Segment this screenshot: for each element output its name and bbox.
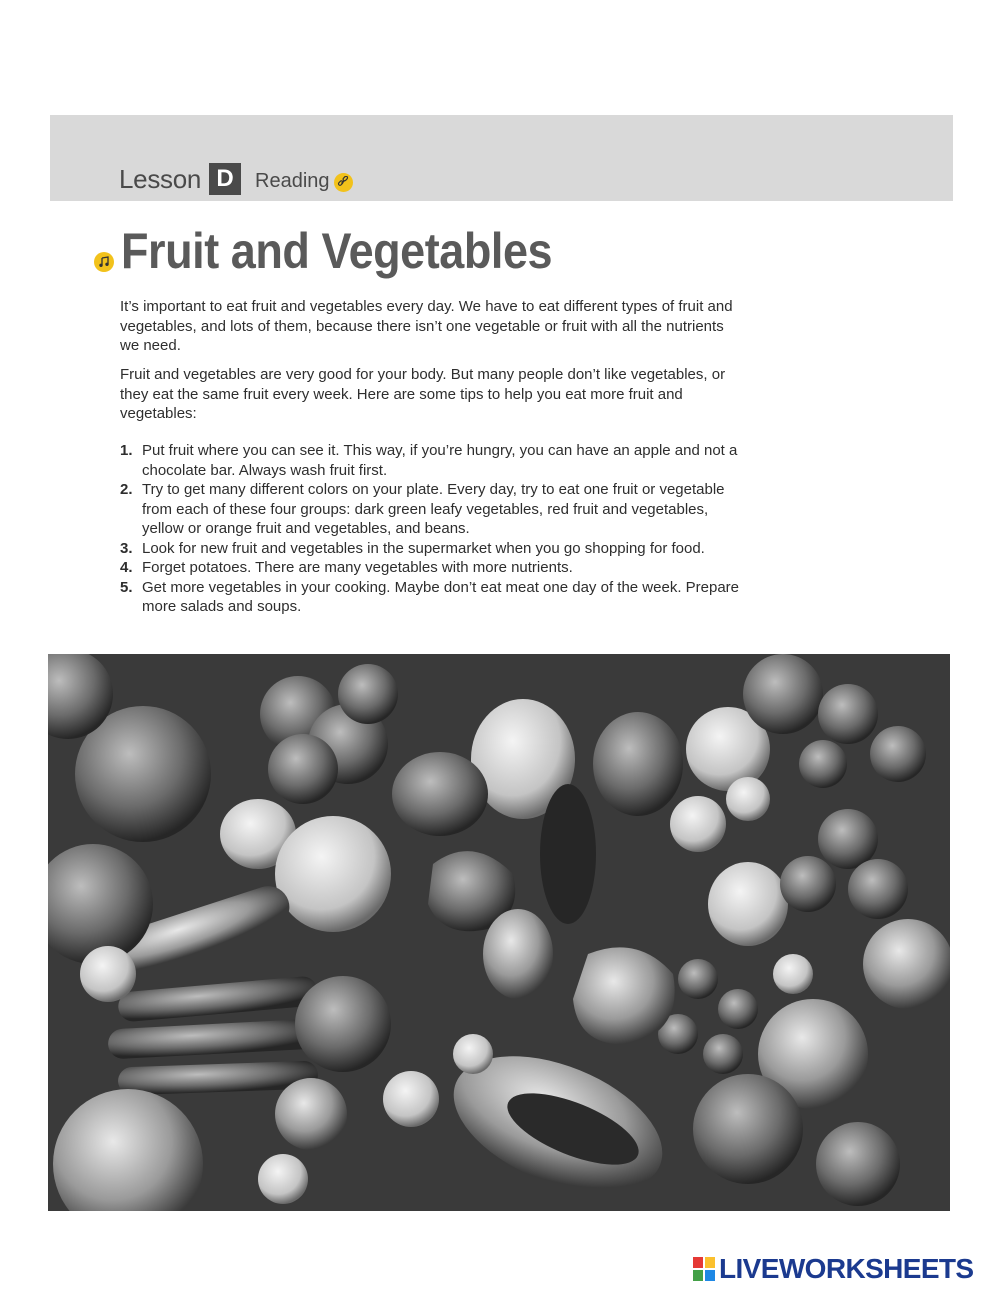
- tip-text: Look for new fruit and vegetables in the supermarket when you go shopping for food.: [142, 539, 705, 557]
- liveworksheets-logo: [692, 1252, 974, 1286]
- second-paragraph: Fruit and vegetables are very good for your body. But many people don’t like vegetables, or they eat the same fruit every week. Here are some tips to help you eat more fruit and vegetables:: [120, 366, 726, 422]
- lesson-letter-badge: D: [209, 163, 241, 195]
- tip-text: Get more vegetables in your cooking. Maybe don’t eat meat one day of the week. Prepare more salads and soups.: [142, 578, 740, 615]
- tip-text: Try to get many different colors on your plate. Every day, try to eat one fruit or vegetable from each of these four groups: dark green leafy vegetables, red fruit and vegetables, yellow or orange fruit and vegetables, and beans.: [142, 481, 725, 537]
- link-icon[interactable]: [334, 173, 353, 192]
- tip-item: [120, 480, 740, 539]
- audio-icon[interactable]: [94, 252, 114, 272]
- tip-number: 5.: [120, 578, 133, 596]
- tips-list: [120, 441, 740, 617]
- tip-number: 2.: [120, 481, 133, 498]
- logo-mark-icon: [692, 1256, 716, 1282]
- tip-number: 1.: [120, 442, 133, 459]
- tip-item: [120, 558, 740, 578]
- lesson-heading: [119, 162, 353, 196]
- section-label: Reading: [255, 169, 330, 192]
- fruit-and-vegetables-photo: [48, 654, 950, 1211]
- tip-item: [120, 441, 740, 480]
- tip-item: [120, 539, 740, 559]
- brand-wordmark: LIVEWORKSHEETS: [719, 1253, 974, 1284]
- tip-number: 4.: [120, 559, 133, 576]
- article-title: Fruit and Vegetables: [121, 223, 553, 279]
- tip-text: Forget potatoes. There are many vegetables with more nutrients.: [142, 559, 573, 576]
- tip-item: [120, 578, 740, 617]
- intro-paragraph: It’s important to eat fruit and vegetables every day. We have to eat different types of fruit and vegetables, and lots of them, because there isn’t one vegetable or fruit with all the nutrients we need.: [120, 298, 733, 354]
- tip-number: 3.: [120, 539, 133, 557]
- tip-text: Put fruit where you can see it. This way, if you’re hungry, you can have an apple and not a chocolate bar. Always wash fruit first.: [142, 442, 738, 479]
- lesson-label: Lesson: [119, 163, 202, 194]
